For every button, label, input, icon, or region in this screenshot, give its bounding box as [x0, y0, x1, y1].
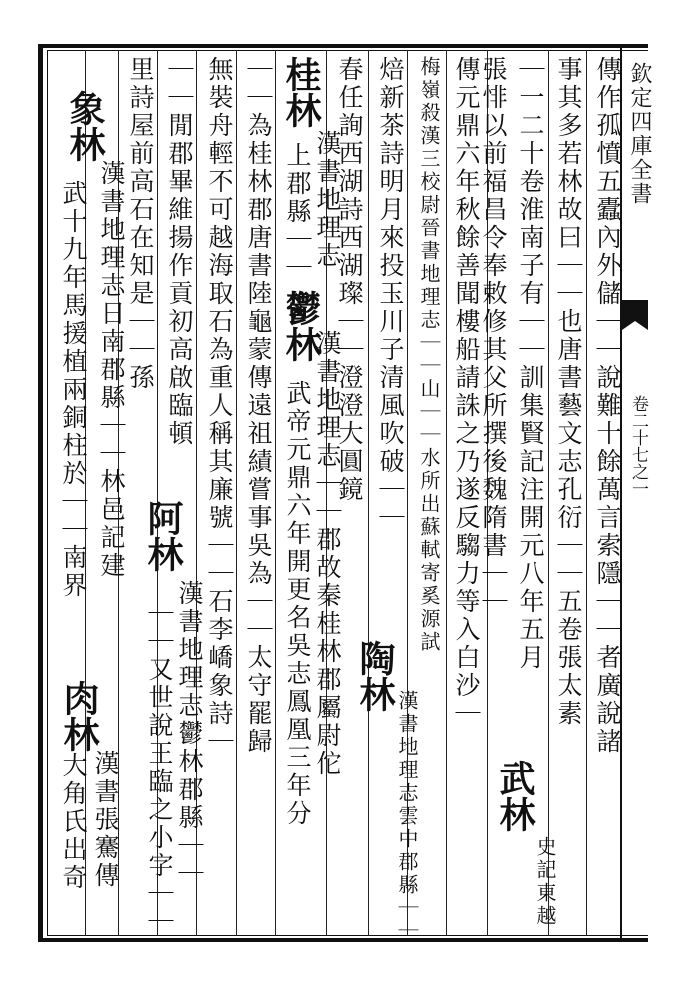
column-rule [446, 50, 447, 936]
text-column-11: ｜｜為桂林郡唐書陸龜蒙傳遠祖績嘗事吳為｜｜太守罷歸 [244, 56, 273, 756]
column-rule [586, 50, 587, 936]
text-column-6: 梅嶺殺漢三校尉晉書地理志｜｜山｜｜水所出蘇軾寄奚源試 [417, 56, 441, 654]
text-column-16: 武十九年馬援植兩銅柱於｜｜南界 [59, 180, 88, 600]
column-rule [236, 50, 237, 936]
text-column-1: 傳作孤憤五蠹內外儲｜｜說難十餘萬言索隱｜｜者廣說諸 [593, 56, 622, 756]
entry-text-yulin: 漢書地理志｜｜郡故秦桂林郡屬尉佗 [313, 330, 342, 778]
entry-text-alin: 漢書地理志鬱林郡縣｜｜ [175, 580, 204, 888]
text-column-10: 武帝元鼎六年開更名吳志鳳凰三年分 [283, 380, 312, 828]
entry-heading-alin: 阿林 [142, 500, 184, 572]
text-column-14: 里詩屋前高石在知是｜｜孫 [126, 56, 155, 392]
book-title: 欽定四庫全書 [627, 62, 652, 206]
text-column-7: 焙新茶詩明月來投玉川子清風吹破｜｜ [376, 56, 405, 532]
juan-label: 卷二十七之一 [628, 395, 648, 497]
text-column-4: 張悱以前福昌令奉敕修其父所撰後魏隋書｜｜ [479, 56, 508, 616]
entry-heading-taolin: 陶林 [354, 640, 396, 712]
entry-heading-yulin: 鬱林 [280, 290, 322, 362]
text-column-18: 大角氏出奇 [59, 752, 88, 892]
column-rule [548, 50, 549, 936]
entry-heading-wulin: 武林 [494, 760, 536, 832]
entry-heading-roulin: 肉林 [58, 680, 100, 752]
column-rule [275, 50, 276, 936]
entry-heading-guilin: 桂林 [280, 56, 322, 128]
column-rule [368, 50, 369, 936]
text-column-15: ｜｜又世說王臨之小字｜｜ [145, 600, 174, 936]
entry-text-guilin: 漢書地理志 [313, 130, 342, 270]
text-column-8: 春任詢西湖詩西湖璨｜｜澄澄大圓鏡 [335, 56, 364, 504]
text-column-13: ｜｜閒郡畢維揚作貢初高啟臨頓 [165, 56, 194, 448]
text-column-3: ｜一二十卷淮南子有｜｜訓集賢記注開元八年五月 [516, 56, 545, 672]
text-column-9: 上郡縣｜｜ [283, 142, 312, 282]
entry-heading-xianglin: 象林 [64, 90, 106, 162]
entry-text-roulin: 漢書張騫傳 [91, 750, 120, 890]
entry-text-xianglin: 漢書地理志日南郡縣｜｜林邑記建 [97, 160, 126, 580]
entry-text-taolin: 漢書地理志雲中郡縣｜｜ [395, 690, 419, 943]
entry-text-wulin: 史記東越 [533, 836, 557, 928]
text-column-5: 傳元鼎六年秋餘善聞樓船請誅之乃遂反騶力等入白沙｜ [452, 56, 481, 728]
text-column-12: 無裝舟輕不可越海取石為重人稱其廉號｜｜石李嶠象詩｜ [205, 56, 234, 756]
text-column-2: 事其多若林故曰｜｜也唐書藝文志孔衍｜｜五卷張太素 [554, 56, 583, 728]
